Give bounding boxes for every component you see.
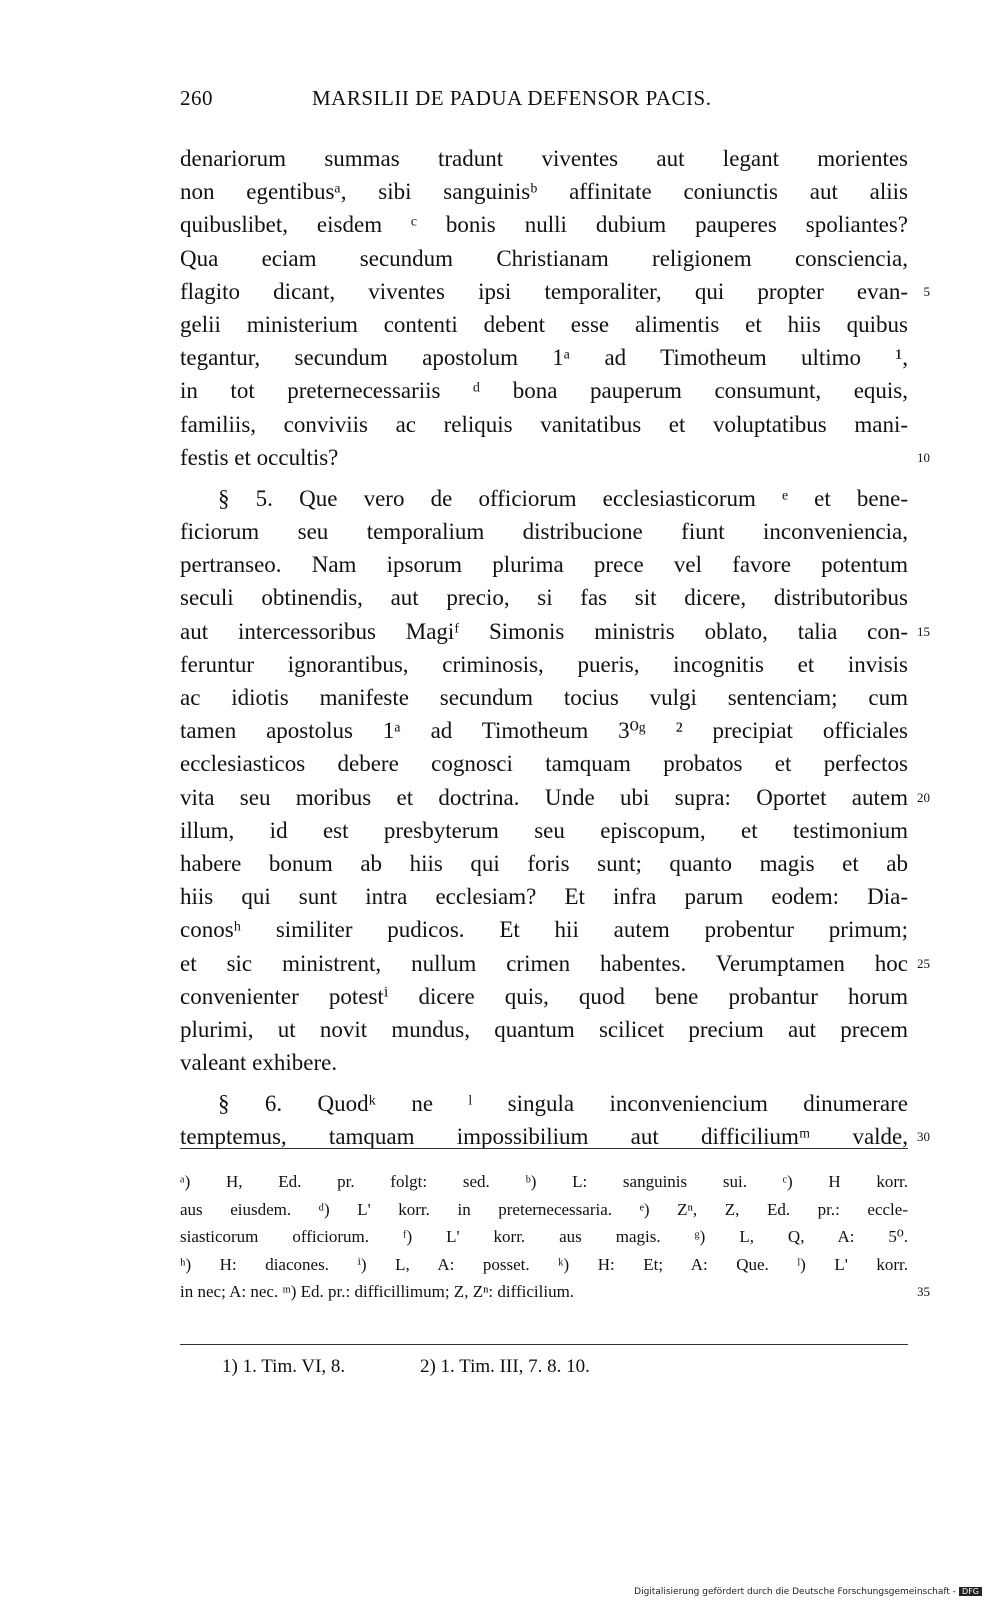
- line-number: 25: [917, 955, 930, 971]
- running-title: MARSILII DE PADUA DEFENSOR PACIS.: [312, 86, 712, 110]
- running-header: [180, 86, 900, 118]
- text-line: aut intercessoribus Magiᶠ Simonis ministris oblato, talia con- 15: [180, 615, 908, 648]
- text-line: pertranseo. Nam ipsorum plurima prece vel favore potentum: [180, 552, 908, 578]
- text-line: gelii ministerium contenti debent esse alimentis et hiis quibus: [180, 311, 908, 337]
- text-line: ecclesiasticos debere cognosci tamquam probatos et perfectos: [180, 751, 908, 777]
- dfg-logo: DFG: [959, 1587, 982, 1596]
- text-line: convenienter potestⁱ dicere quis, quod bene probantur horum: [180, 983, 908, 1009]
- line-number: 30: [917, 1129, 930, 1145]
- section-5-start: § 5. Que vero de officiorum ecclesiasticorum ᵉ et bene-: [218, 485, 908, 511]
- apparatus-divider: [180, 1148, 908, 1149]
- text-line: illum, id est presbyterum seu episcopum, et testimonium: [180, 817, 908, 843]
- text-line: vita seu moribus et doctrina. Unde ubi supra: Oportet autem 20: [180, 781, 908, 814]
- text-line: plurimi, ut novit mundus, quantum scilicet precium aut precem: [180, 1016, 908, 1042]
- apparatus-line: siasticorum officiorum. ᶠ) L' korr. aus magis. ᵍ) L, Q, A: 5⁰.: [180, 1227, 908, 1246]
- references-divider: [180, 1344, 908, 1345]
- text-line: tamen apostolus 1ᵃ ad Timotheum 3⁰ᵍ ² precipiat officiales: [180, 718, 908, 744]
- text-line: habere bonum ab hiis qui foris sunt; quanto magis et ab: [180, 850, 908, 876]
- text-line: valeant exhibere.: [180, 1050, 338, 1076]
- reference-1: 1) 1. Tim. VI, 8.: [222, 1356, 346, 1377]
- apparatus-line: in nec; A: nec. ᵐ) Ed. pr.: difficillimum; Z, Zⁿ: difficilium. 35: [180, 1278, 908, 1306]
- source-references: [222, 1356, 660, 1378]
- apparatus-line: aus eiusdem. ᵈ) L' korr. in preternecessaria. ᵉ) Zⁿ, Z, Ed. pr.: eccle-: [180, 1199, 908, 1219]
- reference-2: 2) 1. Tim. III, 7. 8. 10.: [419, 1356, 590, 1377]
- text-line: festis et occultis? 10: [180, 441, 908, 474]
- text-line: conosʰ similiter pudicos. Et hii autem probentur primum;: [180, 917, 908, 943]
- text-line: Qua eciam secundum Christianam religionem consciencia,: [180, 245, 908, 271]
- line-number: 15: [917, 623, 930, 639]
- text-line: quibuslibet, eisdem ᶜ bonis nulli dubium pauperes spoliantes?: [180, 212, 908, 238]
- text-line: tegantur, secundum apostolum 1ᵃ ad Timotheum ultimo ¹,: [180, 345, 908, 371]
- text-line: seculi obtinendis, aut precio, si fas sit dicere, distributoribus: [180, 585, 908, 611]
- page-number: 260: [180, 86, 213, 110]
- line-number: 5: [923, 283, 930, 299]
- credit-text: Digitalisierung gefördert durch die Deutsche Forschungsgemeinschaft -: [634, 1587, 957, 1597]
- text-line: ficiorum seu temporalium distribucione fiunt inconveniencia,: [180, 519, 908, 545]
- apparatus-line: ʰ) H: diacones. ⁱ) L, A: posset. ᵏ) H: Et; A: Que. ˡ) L' korr.: [180, 1254, 908, 1274]
- main-text: [180, 142, 930, 1154]
- line-number: 20: [917, 789, 930, 805]
- text-line: in tot preternecessariis ᵈ bona pauperum consumunt, equis,: [180, 378, 908, 404]
- text-line: denariorum summas tradunt viventes aut legant morientes: [180, 146, 908, 171]
- line-number: 35: [917, 1284, 930, 1299]
- text-line: temptemus, tamquam impossibilium aut difficiliumᵐ valde, 30: [180, 1120, 908, 1153]
- text-line: non egentibusᵃ, sibi sanguinisᵇ affinitate coniunctis aut aliis: [180, 179, 908, 205]
- text-line: et sic ministrent, nullum crimen habentes. Verumptamen hoc 25: [180, 947, 908, 980]
- critical-apparatus: [180, 1168, 930, 1306]
- section-6-start: § 6. Quodᵏ ne ˡ singula inconveniencium dinumerare: [218, 1091, 908, 1117]
- text-line: hiis qui sunt intra ecclesiam? Et infra parum eodem: Dia-: [180, 884, 908, 910]
- text-line: familiis, conviviis ac reliquis vanitatibus et voluptatibus mani-: [180, 411, 908, 437]
- digitization-credit: [634, 1587, 982, 1597]
- text-line: flagito dicant, viventes ipsi temporaliter, qui propter evan- 5: [180, 275, 908, 308]
- text-line: feruntur ignorantibus, criminosis, pueris, incognitis et invisis: [180, 651, 908, 677]
- text-line: ac idiotis manifeste secundum tocius vulgi sentenciam; cum: [180, 685, 908, 710]
- apparatus-line: ᵃ) H, Ed. pr. folgt: sed. ᵇ) L: sanguinis sui. ᶜ) H korr.: [180, 1172, 908, 1191]
- line-number: 10: [917, 449, 930, 465]
